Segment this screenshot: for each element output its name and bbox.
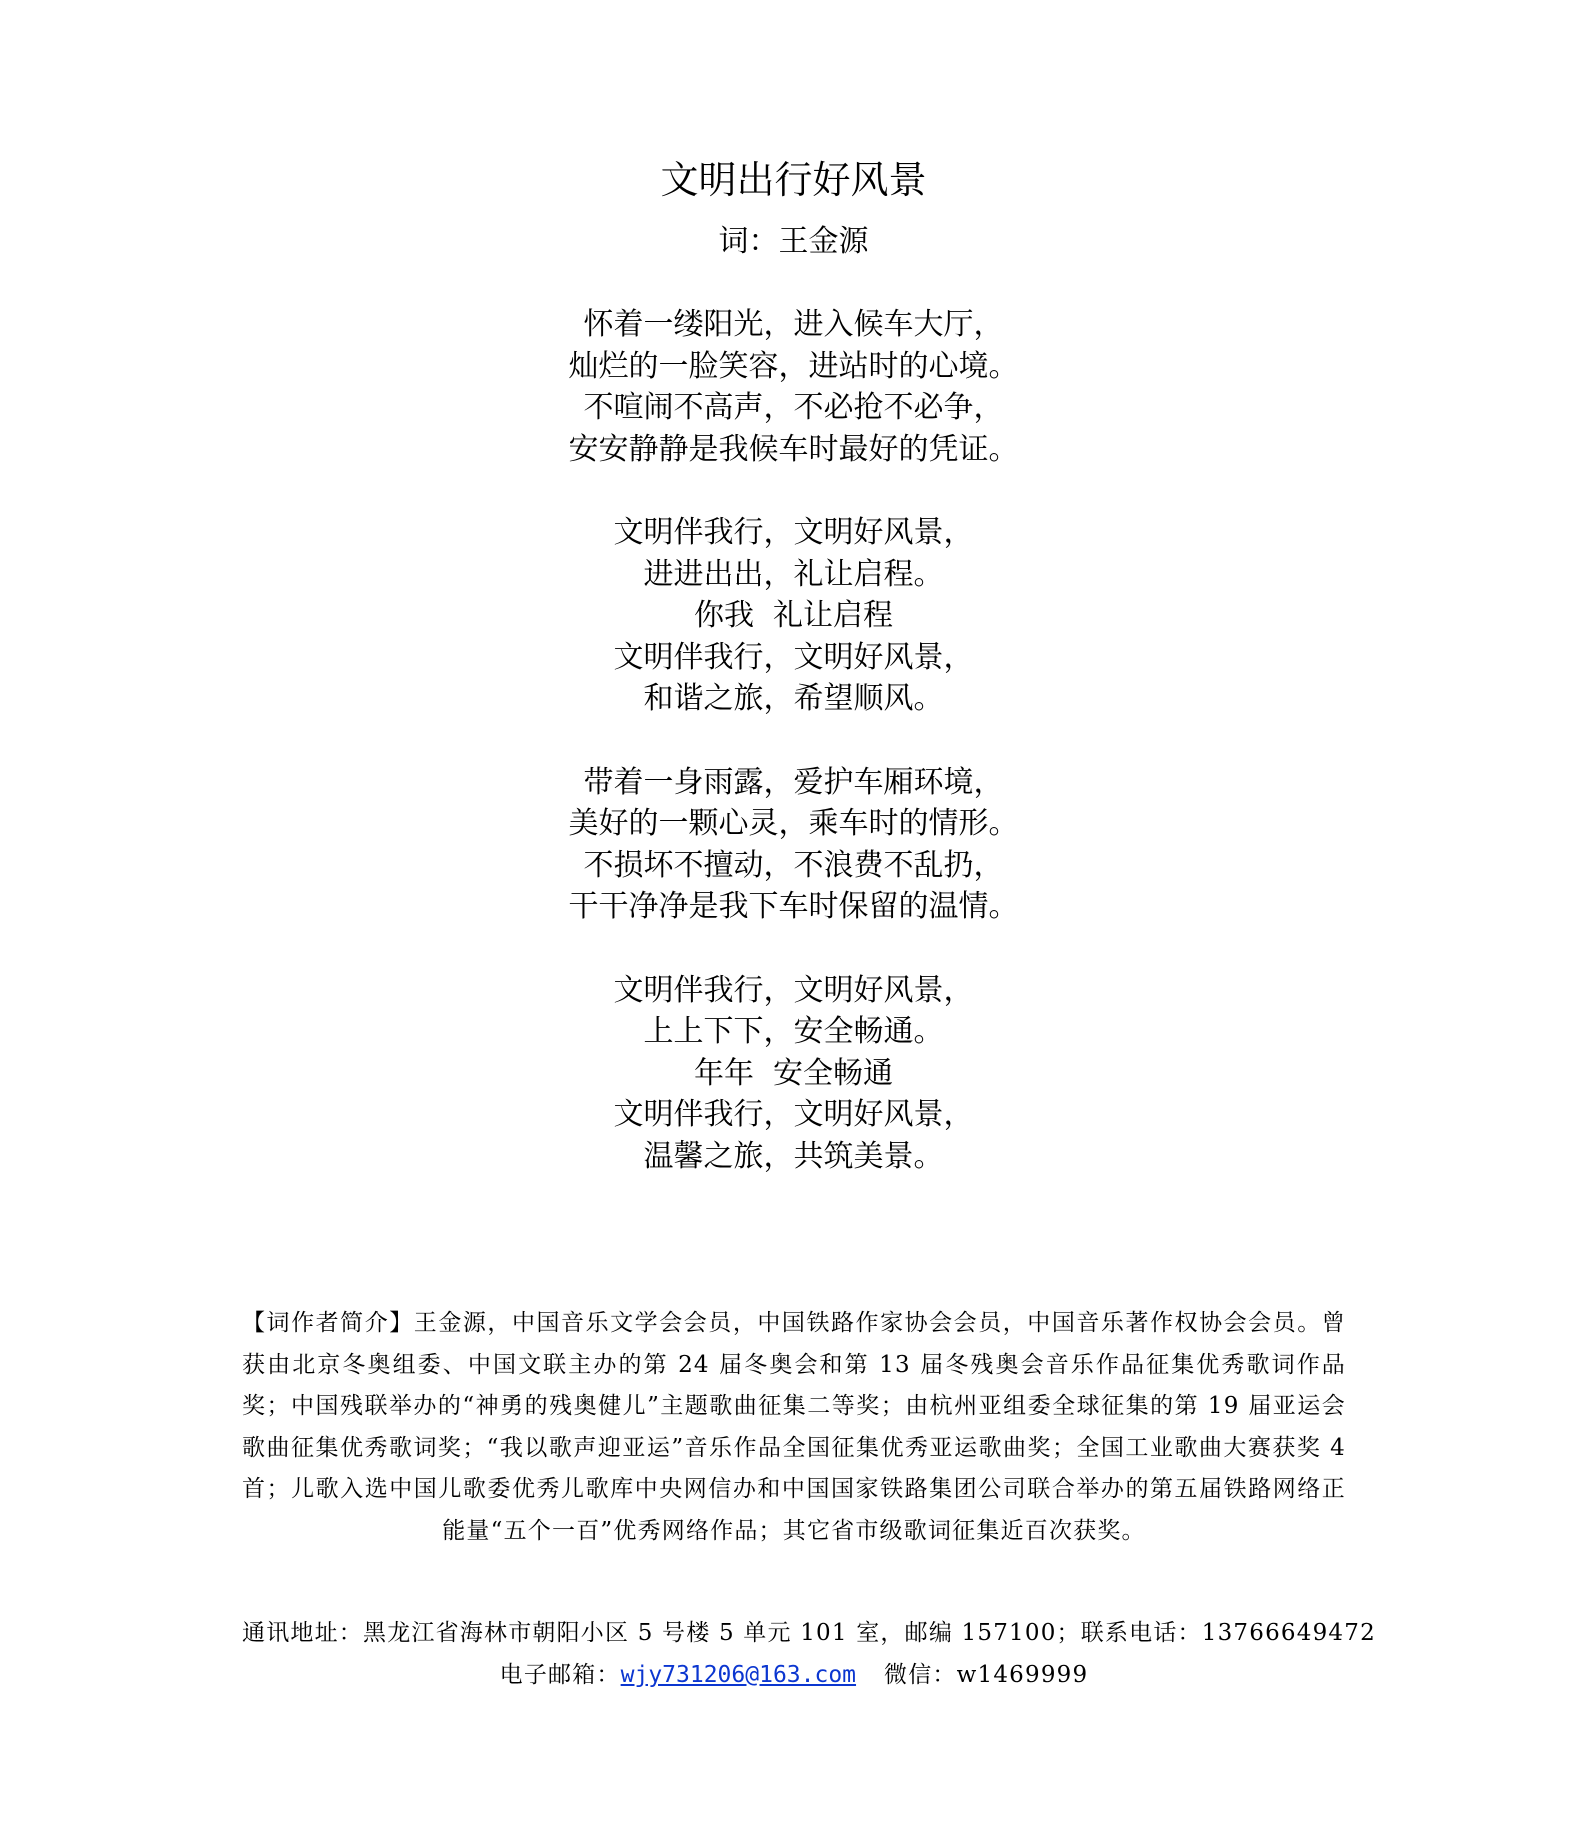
stanza-4 [0, 970, 1587, 1178]
lyric-line: 文明伴我行，文明好风景， [613, 515, 974, 550]
lyric-line: 和谐之旅，希望顺风。 [643, 681, 944, 716]
lyric-line: 文明伴我行，文明好风景， [613, 1097, 974, 1132]
song-title: 文明出行好风景 [660, 158, 927, 202]
email-wechat-line [242, 1655, 1346, 1697]
lyric-line: 灿烂的一脸笑容，进站时的心境。 [568, 348, 1019, 384]
address-line: 通讯地址：黑龙江省海林市朝阳小区 5 号楼 5 单元 101 室，邮编 157100；联系电话：13766649472 [242, 1620, 1376, 1646]
lyric-line: 带着一身雨露，爱护车厢环境， [583, 764, 1004, 800]
lyrics-body [0, 304, 1587, 1219]
lyric-line: 年年 安全畅通 [693, 1055, 894, 1091]
lyric-line: 文明伴我行，文明好风景， [613, 972, 974, 1008]
lyric-line: 你我 礼让启程 [693, 598, 894, 633]
stanza-2 [0, 512, 1587, 720]
email-label: 电子邮箱： [499, 1661, 621, 1688]
lyric-line: 怀着一缕阳光，进入候车大厅， [583, 307, 1004, 342]
lyric-line: 不喧闹不高声，不必抢不必争， [583, 390, 1004, 425]
lyric-line: 文明伴我行，文明好风景， [613, 639, 974, 675]
lyric-line: 干干净净是我下车时保留的温情。 [568, 889, 1019, 924]
lyric-line: 安安静静是我候车时最好的凭证。 [568, 431, 1019, 467]
wechat-id: 微信：w1469999 [884, 1661, 1089, 1688]
contact-info [242, 1613, 1376, 1696]
lyric-line: 美好的一颗心灵，乘车时的情形。 [568, 806, 1019, 841]
lyric-line: 上上下下，安全畅通。 [643, 1014, 944, 1049]
lyric-line: 进进出出，礼让启程。 [643, 556, 944, 592]
lyric-line: 温馨之旅，共筑美景。 [643, 1138, 944, 1174]
stanza-3 [0, 762, 1587, 928]
lyricist-credit: 词：王金源 [718, 224, 869, 259]
stanza-1 [0, 304, 1587, 470]
email-link[interactable]: wjy731206@163.com [620, 1661, 857, 1688]
lyric-line: 不损坏不擅动，不浪费不乱扔， [583, 847, 1004, 883]
author-biography: 【词作者简介】王金源，中国音乐文学会会员，中国铁路作家协会会员，中国音乐著作权协会会员。曾获由北京冬奥组委、中国文联主办的第 24 届冬奥会和第 13 届冬残奥会音乐作品征集优秀歌词作品奖；中国残联举办的“神勇的残奥健儿”主题歌曲征集二等奖；由杭州亚组委全球征集的第 19 届亚运会歌曲征集优秀歌词奖；“我以歌声迎亚运”音乐作品全国征集优秀亚运歌曲奖；全国工业歌曲大赛获奖 4 首；儿歌入选中国儿歌委优秀儿歌库中央网信办和中国国家铁路集团公司联合举办的第五届铁路网络正能量“五个一百”优秀网络作品；其它省市级歌词征集近百次获奖。 [242, 1310, 1346, 1544]
